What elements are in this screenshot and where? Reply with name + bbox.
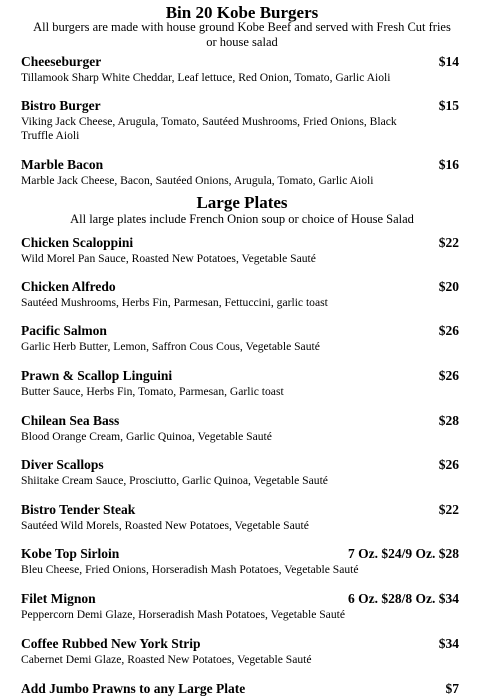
item-name: Pacific Salmon	[21, 323, 107, 338]
menu-item-cheeseburger	[21, 54, 459, 85]
menu-item-marble-bacon	[21, 157, 459, 188]
large-plates-section-title: Large Plates	[196, 193, 288, 212]
item-name: Chilean Sea Bass	[21, 413, 120, 428]
item-description: Viking Jack Cheese, Arugula, Tomato, Sautéed Mushrooms, Fried Onions, Black Truffle Aioli	[21, 115, 397, 142]
menu-item-filet-mignon	[21, 591, 459, 622]
item-price: $22	[438, 235, 459, 250]
item-description: Marble Jack Cheese, Bacon, Sautéed Onions, Arugula, Tomato, Garlic Aioli	[21, 174, 374, 187]
item-price: $20	[438, 279, 459, 294]
menu-item-kobe-top-sirloin	[21, 546, 459, 577]
menu-item-chicken-scaloppini	[21, 235, 459, 266]
item-price: 6 Oz. $28/8 Oz. $34	[348, 591, 459, 606]
menu-item-pacific-salmon	[21, 323, 459, 354]
menu-item-add-jumbo-prawns	[21, 681, 459, 697]
menu-item-diver-scallops	[21, 457, 459, 488]
item-description: Bleu Cheese, Fried Onions, Horseradish Mash Potatoes, Vegetable Sauté	[21, 563, 359, 576]
item-description: Butter Sauce, Herbs Fin, Tomato, Parmesan, Garlic toast	[21, 385, 284, 398]
item-name: Coffee Rubbed New York Strip	[21, 636, 201, 651]
menu-item-chilean-sea-bass	[21, 413, 459, 444]
item-description: Cabernet Demi Glaze, Roasted New Potatoes, Vegetable Sauté	[21, 653, 312, 666]
menu-item-bistro-burger	[21, 98, 459, 143]
item-name: Filet Mignon	[21, 591, 96, 606]
item-name: Bistro Burger	[21, 98, 101, 113]
menu-item-prawn-scallop-linguini	[21, 368, 459, 399]
item-description: Tillamook Sharp White Cheddar, Leaf lettuce, Red Onion, Tomato, Garlic Aioli	[21, 71, 391, 84]
item-name: Kobe Top Sirloin	[21, 546, 120, 561]
item-price: $28	[438, 413, 459, 428]
item-name: Prawn & Scallop Linguini	[21, 368, 173, 383]
item-description: Wild Morel Pan Sauce, Roasted New Potatoes, Vegetable Sauté	[21, 252, 316, 265]
item-price: $15	[438, 98, 459, 113]
item-description: Blood Orange Cream, Garlic Quinoa, Vegetable Sauté	[21, 430, 272, 443]
item-description: Garlic Herb Butter, Lemon, Saffron Cous Cous, Vegetable Sauté	[21, 340, 320, 353]
item-name: Marble Bacon	[21, 157, 104, 172]
item-price: $7	[445, 681, 459, 696]
item-name: Add Jumbo Prawns to any Large Plate	[21, 681, 246, 696]
menu-item-chicken-alfredo	[21, 279, 459, 310]
menu-item-bistro-tender-steak	[21, 502, 459, 533]
item-price: $22	[438, 502, 459, 517]
item-name: Diver Scallops	[21, 457, 104, 472]
item-price: $26	[438, 368, 459, 383]
burgers-section-title: Bin 20 Kobe Burgers	[165, 3, 319, 22]
item-description: Sautéed Mushrooms, Herbs Fin, Parmesan, Fettuccini, garlic toast	[21, 296, 328, 309]
item-name: Bistro Tender Steak	[21, 502, 136, 517]
item-description: Shiitake Cream Sauce, Prosciutto, Garlic Quinoa, Vegetable Sauté	[21, 474, 328, 487]
item-price: 7 Oz. $24/9 Oz. $28	[348, 546, 459, 561]
item-price: $34	[438, 636, 459, 651]
item-price: $14	[438, 54, 459, 69]
large-plates-section-subtitle: All large plates include French Onion soup or choice of House Salad	[70, 212, 414, 226]
item-price: $26	[438, 457, 459, 472]
item-description: Peppercorn Demi Glaze, Horseradish Mash Potatoes, Vegetable Sauté	[21, 608, 345, 621]
item-name: Cheeseburger	[21, 54, 102, 69]
item-description: Sautéed Wild Morels, Roasted New Potatoes, Vegetable Sauté	[21, 519, 309, 532]
burgers-section-subtitle: All burgers are made with house ground Kobe Beef and served with Fresh Cut fries or house salad	[33, 20, 451, 49]
item-name: Chicken Alfredo	[21, 279, 116, 294]
item-name: Chicken Scaloppini	[21, 235, 134, 250]
menu-item-coffee-rubbed-ny-strip	[21, 636, 459, 667]
item-price: $16	[438, 157, 459, 172]
item-price: $26	[438, 323, 459, 338]
